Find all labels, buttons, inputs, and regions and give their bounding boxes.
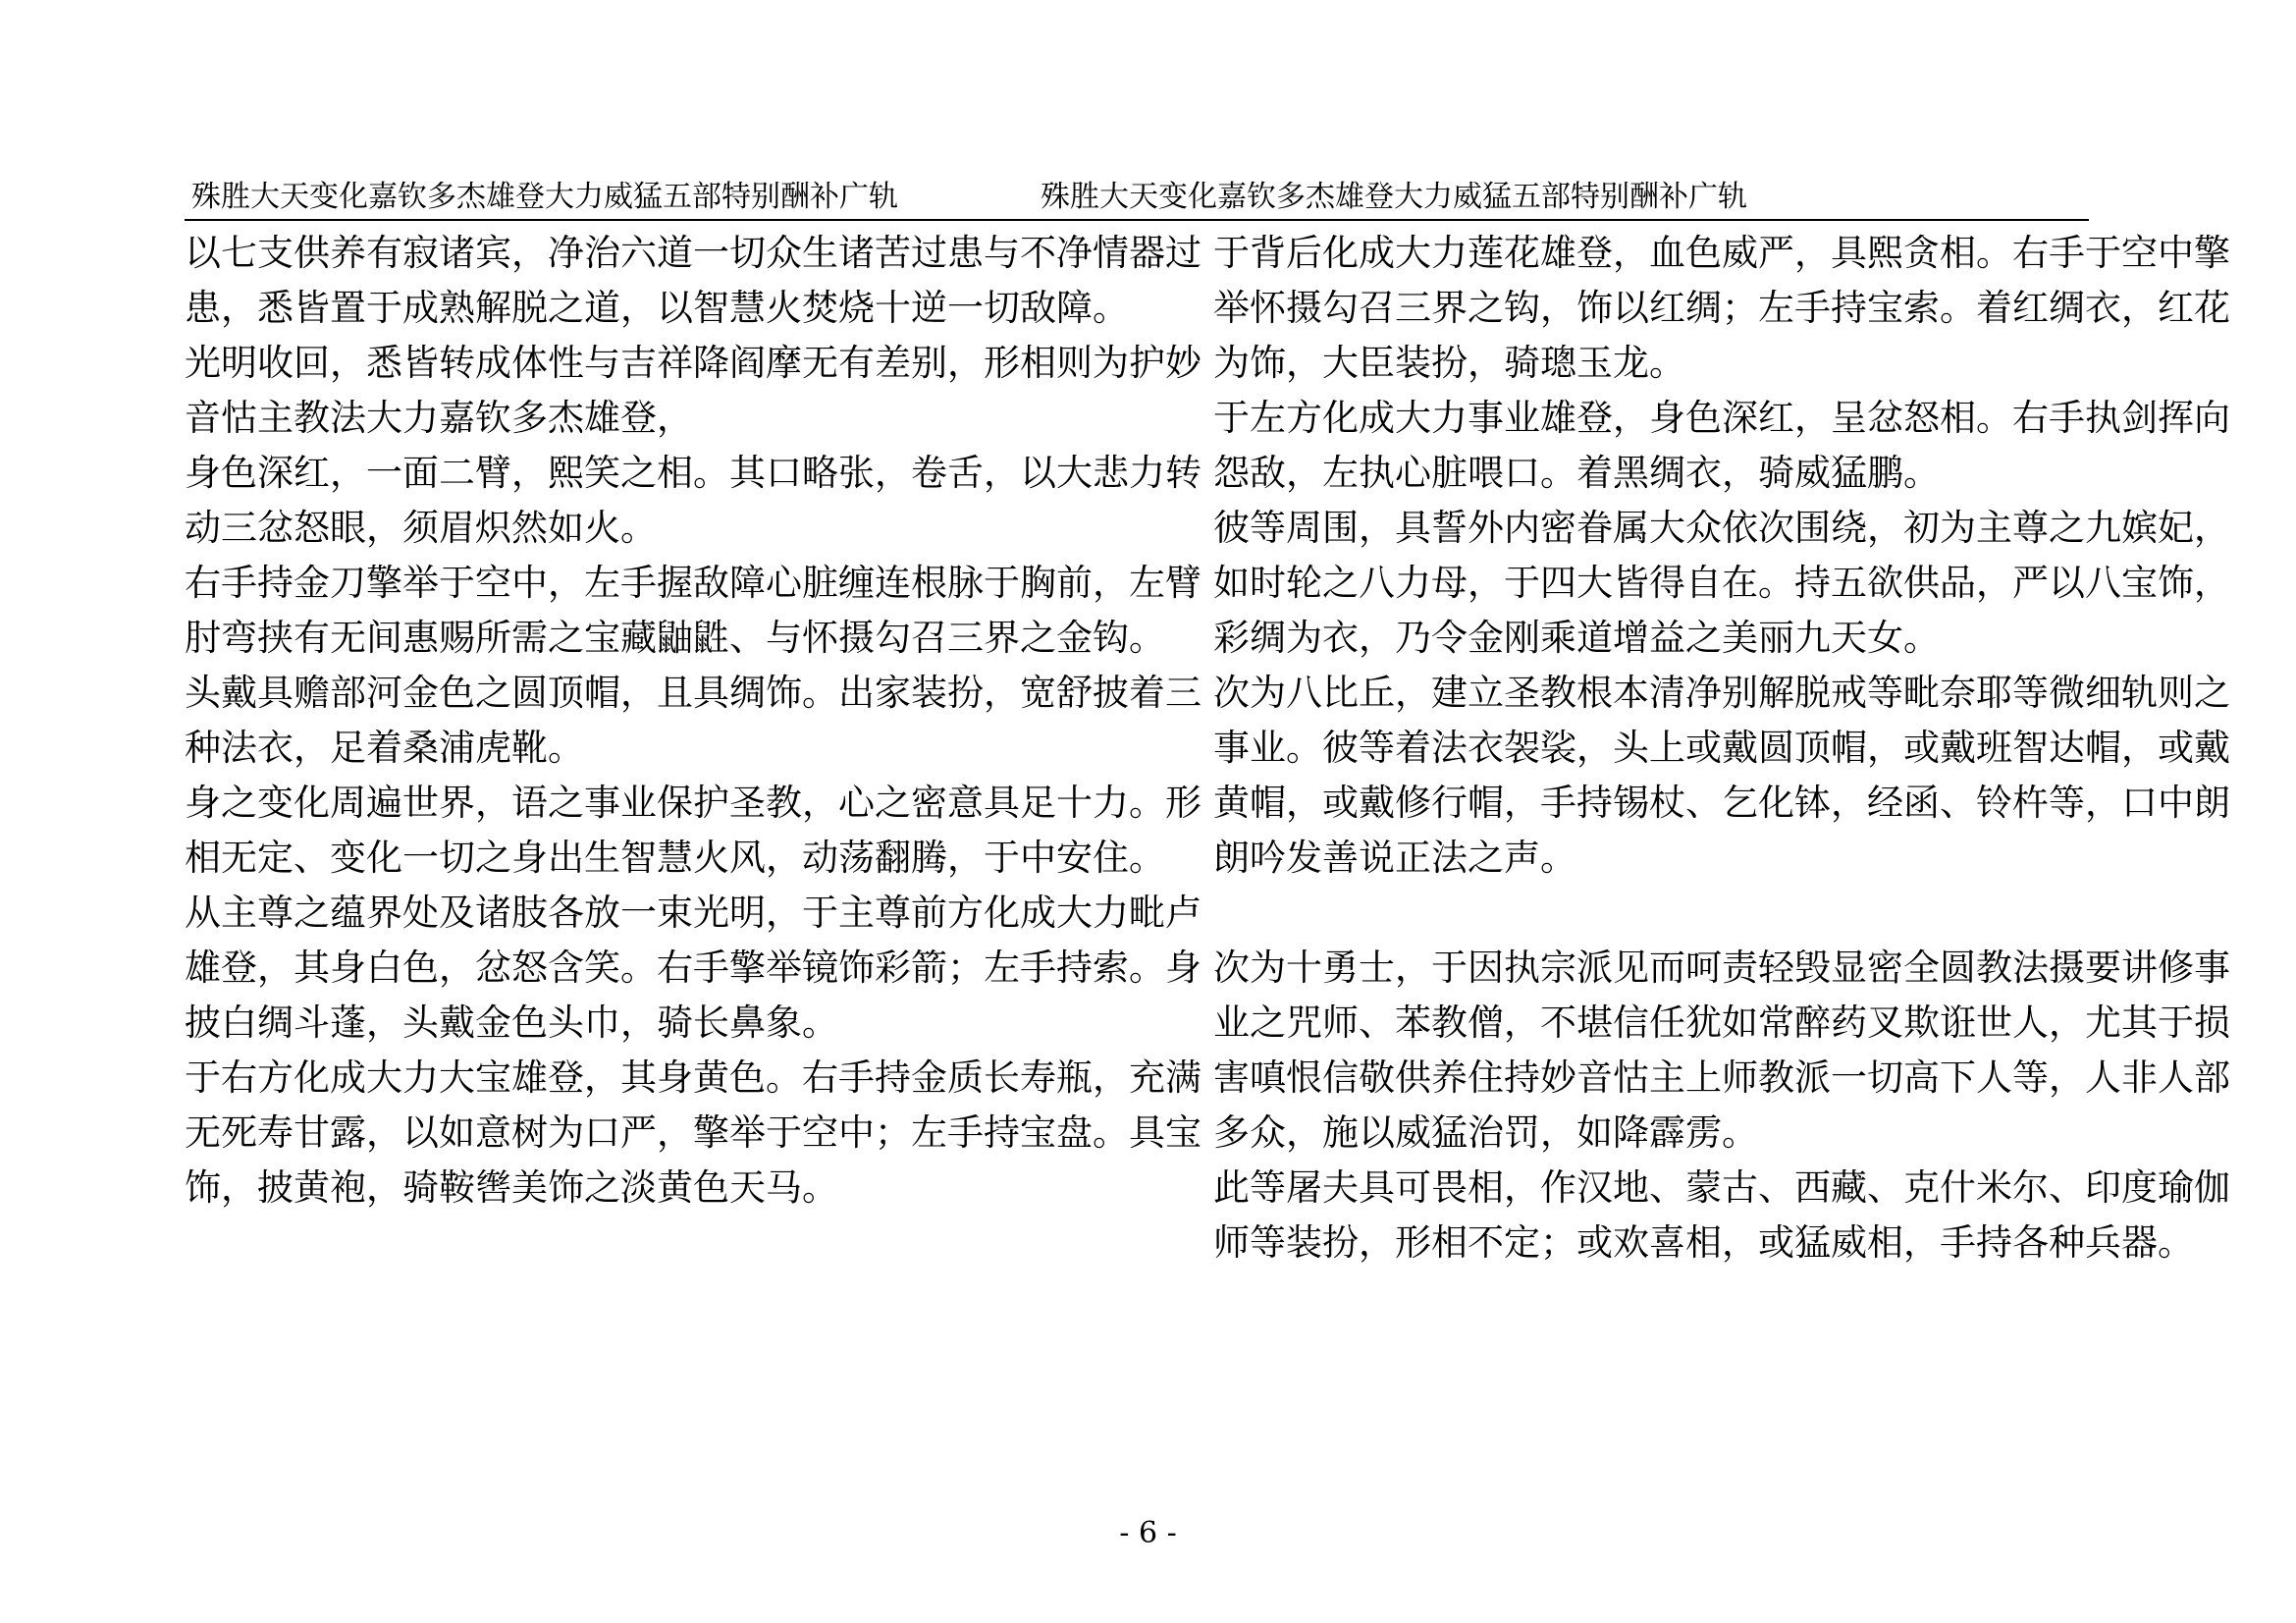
page-number: - 6 - <box>1119 1516 1177 1550</box>
paragraph: 次为十勇士，于因执宗派见而呵责轻毁显密全圆教法摄要讲修事业之咒师、苯教僧，不堪信任犹如常醉药叉欺诳世人，尤其于损害嗔恨信敬供养住持妙音怙主上师教派一切高下人等，人非人部多众，施以威猛治罚，如降霹雳。 <box>1213 947 2230 1154</box>
right-text-column <box>1213 226 2254 1271</box>
paragraph: 于右方化成大力大宝雄登，其身黄色。右手持金质长寿瓶，充满无死寿甘露，以如意树为口严，擎举于空中；左手持宝盘。具宝饰，披黄袍，骑鞍辔美饰之淡黄色天马。 <box>185 1056 1201 1209</box>
paragraph: 光明收回，悉皆转成体性与吉祥降阎摩无有差别，形相则为护妙音怙主教法大力嘉钦多杰雄登， <box>185 342 1201 439</box>
paragraph: 次为八比丘，建立圣教根本清净别解脱戒等毗奈耶等微细轨则之事业。彼等着法衣袈裟，头上或戴圆顶帽，或戴班智达帽，或戴黄帽，或戴修行帽，手持锡杖、乞化钵，经函、铃杵等，口中朗朗吟发善说正法之声。 <box>1213 672 2230 879</box>
paragraph: 身之变化周遍世界，语之事业保护圣教，心之密意具足十力。形相无定、变化一切之身出生智慧火风，动荡翻腾，于中安住。 <box>185 782 1201 879</box>
paragraph: 彼等周围，具誓外内密眷属大众依次围绕，初为主尊之九嫔妃，如时轮之八力母，于四大皆得自在。持五欲供品，严以八宝饰，彩绸为衣，乃令金刚乘道增益之美丽九天女。 <box>1213 507 2230 659</box>
paragraph: 于左方化成大力事业雄登，身色深红，呈忿怒相。右手执剑挥向怨敌，左执心脏喂口。着黑绸衣，骑威猛鹏。 <box>1213 397 2230 494</box>
paragraph: 此等屠夫具可畏相，作汉地、蒙古、西藏、克什米尔、印度瑜伽师等装扮，形相不定；或欢喜相，或猛威相，手持各种兵器。 <box>1213 1166 2230 1264</box>
running-header-right: 殊胜大天变化嘉钦多杰雄登大力威猛五部特别酬补广轨 <box>1041 180 1747 214</box>
paragraph: 头戴具赡部河金色之圆顶帽，且具绸饰。出家装扮，宽舒披着三种法衣，足着桑浦虎靴。 <box>185 672 1201 769</box>
paragraph: 以七支供养有寂诸宾，净治六道一切众生诸苦过患与不净情器过患，悉皆置于成熟解脱之道，以智慧火焚烧十逆一切敌障。 <box>185 232 1201 329</box>
left-text-column <box>185 226 1225 1216</box>
paragraph: 于背后化成大力莲花雄登，血色威严，具熙贪相。右手于空中擎举怀摄勾召三界之钩，饰以红绸；左手持宝索。着红绸衣，红花为饰，大臣装扮，骑璁玉龙。 <box>1213 232 2230 384</box>
header-rule <box>185 219 2089 221</box>
running-header-left: 殊胜大天变化嘉钦多杰雄登大力威猛五部特别酬补广轨 <box>191 180 898 214</box>
paragraph: 右手持金刀擎举于空中，左手握敌障心脏缠连根脉于胸前，左臂肘弯挟有无间惠赐所需之宝藏鼬鼪、与怀摄勾召三界之金钩。 <box>185 562 1201 659</box>
paragraph: 从主尊之蕴界处及诸肢各放一束光明，于主尊前方化成大力毗卢雄登，其身白色，忿怒含笑。右手擎举镜饰彩箭；左手持索。身披白绸斗蓬，头戴金色头巾，骑长鼻象。 <box>185 892 1201 1044</box>
paragraph: 身色深红，一面二臂，熙笑之相。其口略张，卷舌，以大悲力转动三忿怒眼，须眉炽然如火。 <box>185 452 1201 549</box>
